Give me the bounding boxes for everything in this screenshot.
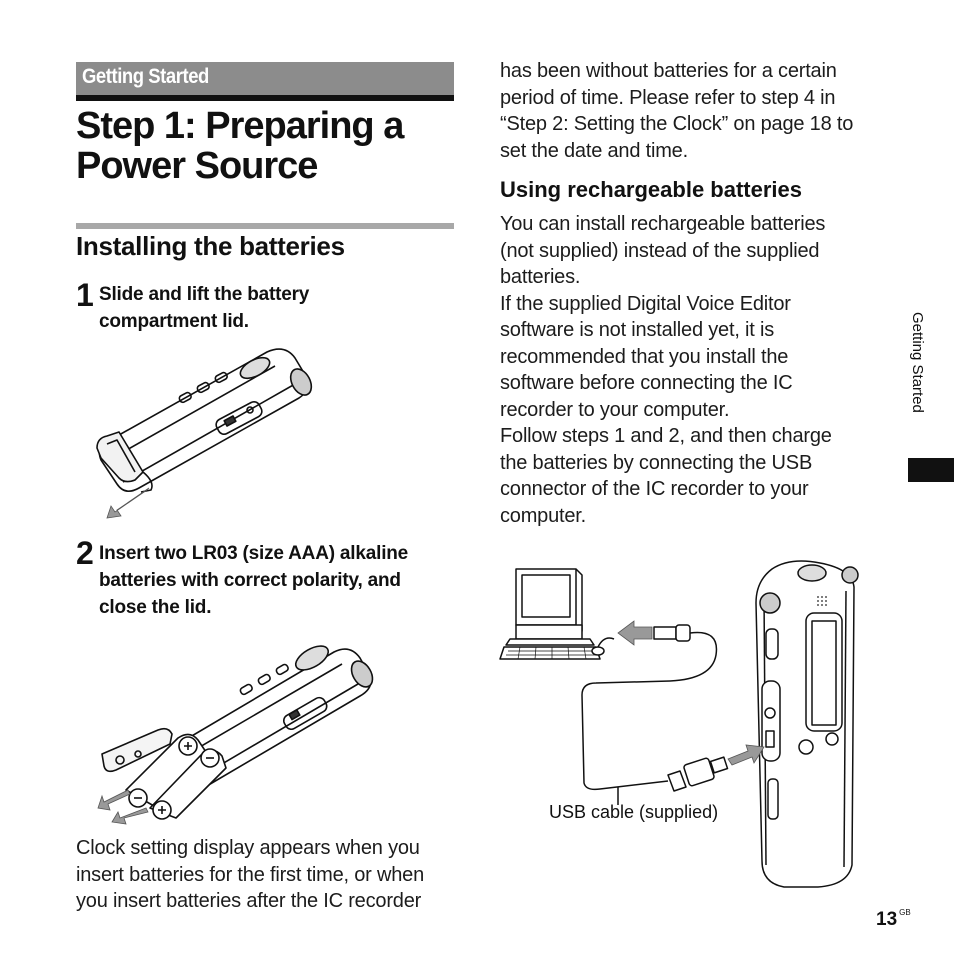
title-line-2: Power Source xyxy=(76,145,318,187)
page-title xyxy=(76,106,456,186)
title-line-1: Step 1: Preparing a xyxy=(76,105,404,147)
intro-line-1: has been without batteries for a certain xyxy=(500,60,837,82)
step-2-line-2: batteries with correct polarity, and xyxy=(99,570,401,591)
intro-line-2: period of time. Please refer to step 4 in xyxy=(500,86,836,109)
para-line-10: the batteries by connecting the USB xyxy=(500,451,813,474)
computer-icon xyxy=(500,569,614,659)
section-label: Getting Started xyxy=(82,65,209,88)
arrow-icon xyxy=(618,621,652,645)
arrow-icon xyxy=(107,488,149,518)
side-section-label: Getting Started xyxy=(909,312,926,413)
ic-recorder-icon xyxy=(756,561,858,887)
page-number-suffix: GB xyxy=(899,908,911,917)
recorder-lid-open-illustration xyxy=(95,340,320,520)
arrow-icon xyxy=(112,808,148,824)
para-line-11: connector of the IC recorder to your xyxy=(500,478,809,500)
left-para-line-3: you insert batteries after the IC recorder xyxy=(76,890,422,912)
step-2-line-1: Insert two LR03 (size AAA) alkaline xyxy=(99,543,409,564)
arrow-icon xyxy=(98,790,130,810)
step-1-number: 1 xyxy=(76,277,94,313)
rechargeable-heading: Using rechargeable batteries xyxy=(500,177,803,202)
continued-paragraph xyxy=(500,58,880,164)
para-line-3: batteries. xyxy=(500,266,581,288)
step-1-text xyxy=(99,281,449,335)
step-1-line-1: Slide and lift the battery xyxy=(99,284,310,305)
intro-line-3: “Step 2: Setting the Clock” on page 18 to xyxy=(500,113,854,135)
section-band xyxy=(76,62,454,101)
heading-rule xyxy=(76,223,454,229)
rechargeable-paragraph xyxy=(500,211,880,529)
step-1-line-2: compartment lid. xyxy=(99,311,249,332)
para-line-1: You can install rechargeable batteries xyxy=(500,213,826,235)
arrow-icon xyxy=(728,745,764,765)
step-2-text xyxy=(99,540,469,621)
para-line-8: recorder to your computer. xyxy=(500,398,730,421)
para-line-6: recommended that you install the xyxy=(500,345,789,368)
para-line-12: computer. xyxy=(500,504,587,527)
clock-setting-paragraph xyxy=(76,835,456,915)
intro-line-4: set the date and time. xyxy=(500,139,688,162)
para-line-5: software is not installed yet, it is xyxy=(500,319,775,341)
para-line-2: (not supplied) instead of the supplied xyxy=(500,239,820,262)
para-line-7: software before connecting the IC xyxy=(500,372,793,394)
para-line-4: If the supplied Digital Voice Editor xyxy=(500,292,791,315)
battery-insert-illustration xyxy=(98,630,378,820)
step-2-number: 2 xyxy=(76,535,94,571)
usb-cable-caption: USB cable (supplied) xyxy=(549,802,719,822)
page-number xyxy=(876,908,911,931)
step-2-line-3: close the lid. xyxy=(99,597,212,618)
usb-connection-illustration xyxy=(500,555,870,890)
left-para-line-1: Clock setting display appears when you xyxy=(76,837,420,859)
para-line-9: Follow steps 1 and 2, and then charge xyxy=(500,425,832,447)
side-tab-marker xyxy=(908,458,954,482)
installing-heading: Installing the batteries xyxy=(76,231,345,261)
page-number-value: 13 xyxy=(876,909,898,930)
left-para-line-2: insert batteries for the first time, or when xyxy=(76,863,425,886)
